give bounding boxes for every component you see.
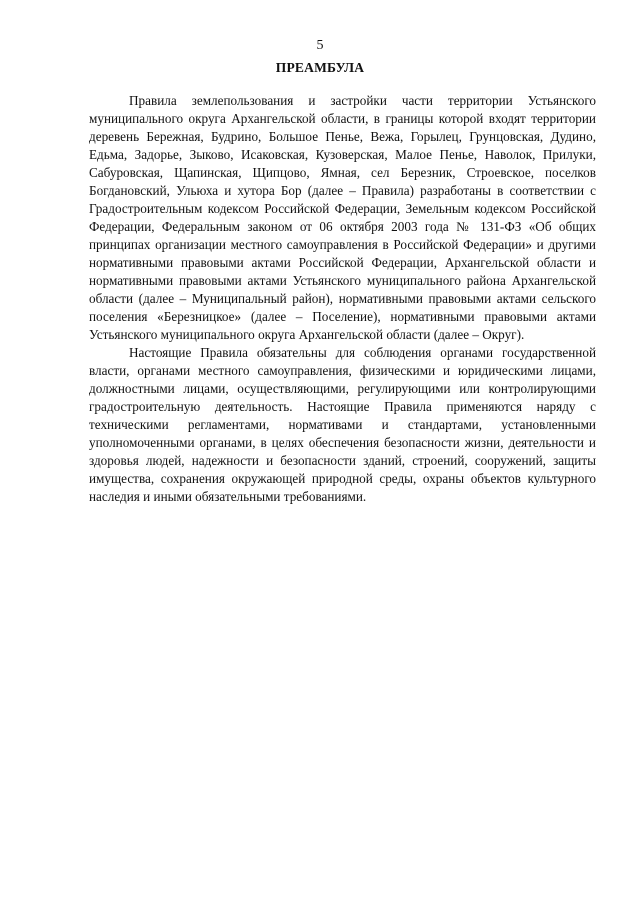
body-text <box>89 92 596 506</box>
page-number: 5 <box>316 38 324 53</box>
section-heading: ПРЕАМБУЛА <box>275 60 365 75</box>
paragraph: Правила землепользования и застройки части территории Устьянского муниципального округа Архангельской области, в границы которой входят территории деревень Бережная, Будрино, Большое Пенье, Вежа, Горылец, Грунцовская, Дудино, Едьма, Задорье, Зыково, Исаковская, Кузоверская, Малое Пенье, Наволок, Прилуки, Сабуровская, Щапинская, Щипцово, Ямная, сел Березник, Строевское, поселков Богдановский, Ульюха и хутора Бор (далее – Правила) разработаны в соответствии с Градостроительным кодексом Российской Федерации, Земельным кодексом Российской Федерации, Федеральным законом от 06 октября 2003 года № 131-ФЗ «Об общих принципах организации местного самоуправления в Российской Федерации» и другими нормативными правовыми актами Российской Федерации, Архангельской области и нормативными правовыми актами Устьянского муниципального района Архангельской области (далее – Муниципальный район), нормативными правовыми актами сельского поселения «Березницкое» (далее – Поселение), нормативными правовыми актами Устьянского муниципального округа Архангельской области (далее – Округ). <box>89 93 596 342</box>
paragraph: Настоящие Правила обязательны для соблюдения органами государственной власти, органами местного самоуправления, физическими и юридическими лицами, должностными лицами, осуществляющими, регулирующими или контролирующими градостроительную деятельность. Настоящие Правила применяются наряду с техническими регламентами, нормативами и стандартами, установленными уполномоченными органами, в целях обеспечения безопасности жизни, деятельности и здоровья людей, надежности и безопасности зданий, строений, сооружений, защиты имущества, сохранения окружающей природной среды, охраны объектов культурного наследия и иными обязательными требованиями. <box>89 345 596 504</box>
